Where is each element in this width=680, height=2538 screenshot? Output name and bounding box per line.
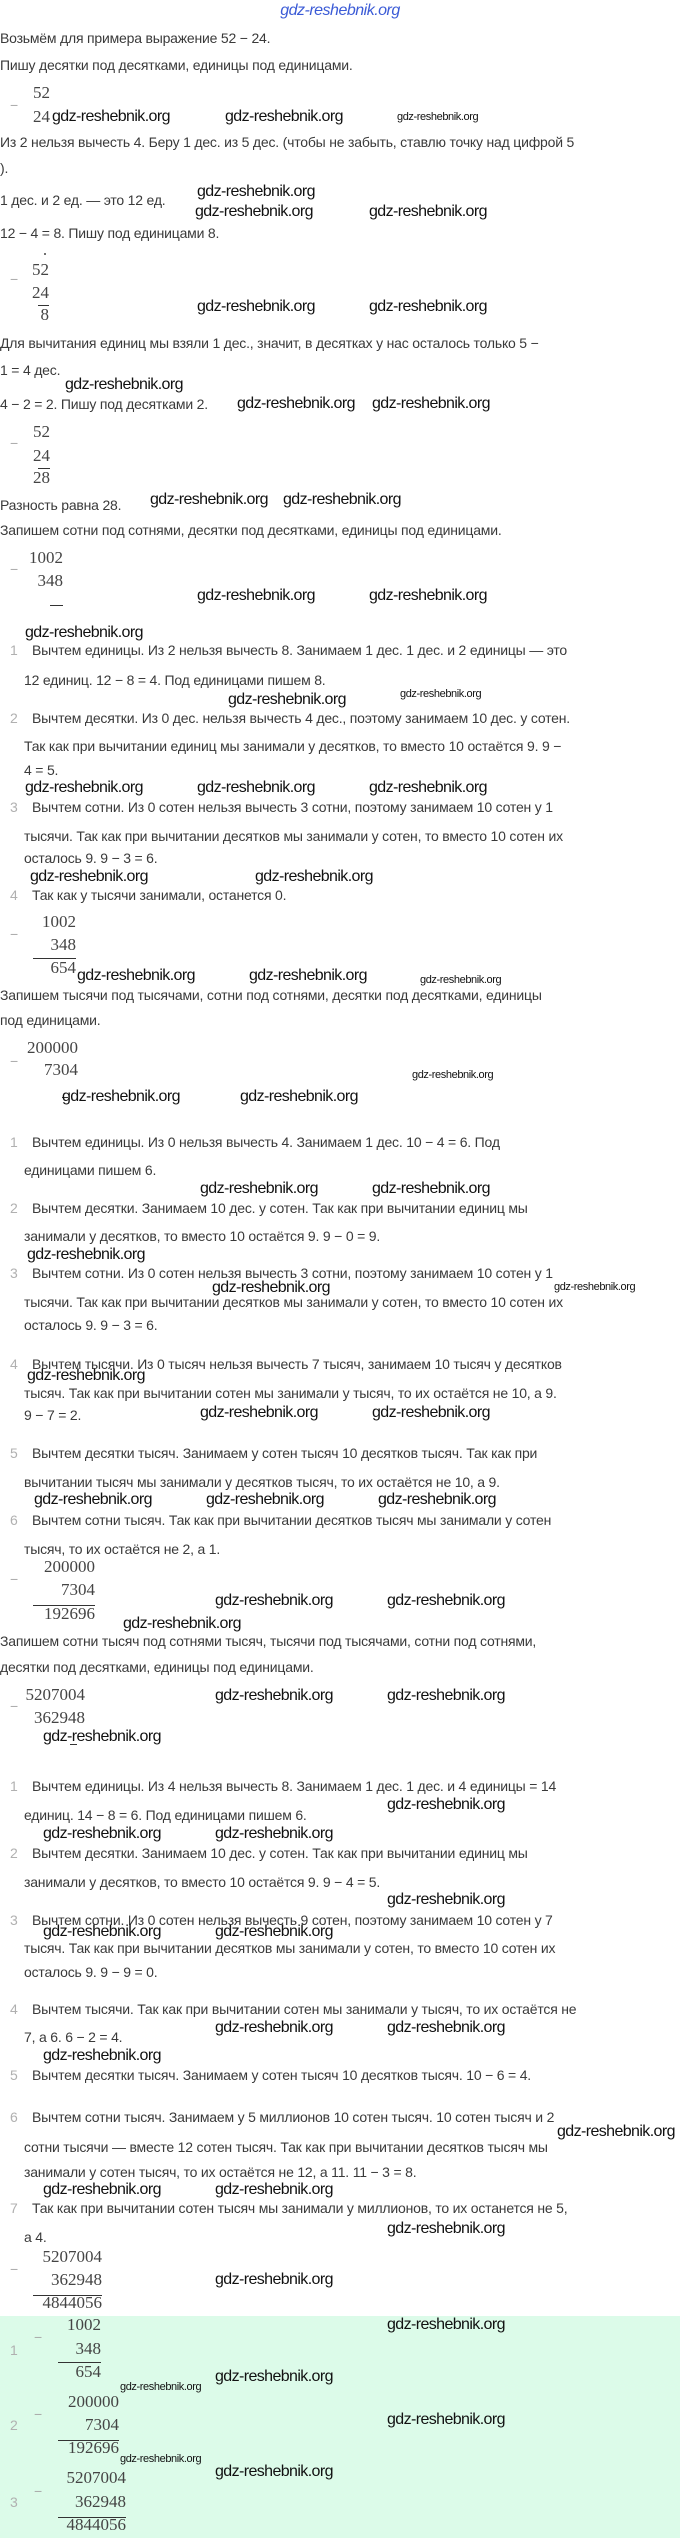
- text-line: тысяч. Так как при вычитании десятков мы занимали у сотен, то вместо 10 сотен их: [24, 1940, 556, 1956]
- site-header-link[interactable]: gdz-reshebnik.org: [280, 2, 400, 19]
- text-line: десятки под десятками, единицы под единицами.: [0, 1659, 314, 1675]
- text-line: Запишем сотни тысяч под сотнями тысяч, тысячи под тысячами, сотни под сотнями,: [0, 1633, 537, 1649]
- text-line: единиц. 14 − 8 = 6. Под единицами пишем 6.: [24, 1807, 307, 1823]
- text-line: Из 2 нельзя вычесть 4. Беру 1 дес. из 5 дес. (чтобы не забыть, ставлю точку над цифрой 5: [0, 134, 575, 150]
- column-row: 7304: [61, 1580, 95, 1599]
- text-line: 12 − 4 = 8. Пишу под единицами 8.: [0, 225, 220, 241]
- answer-row: 1002: [67, 2315, 101, 2334]
- step-number: 6: [10, 2109, 18, 2125]
- text-line: под единицами.: [0, 1012, 101, 1028]
- result-rule: [58, 2517, 126, 2518]
- minus-sign: −: [10, 926, 19, 942]
- watermark: gdz-reshebnik.org: [215, 1825, 333, 1842]
- step-text: Вычтем единицы. Из 2 нельзя вычесть 8. Занимаем 1 дес. 1 дес. и 2 единицы — это: [32, 642, 567, 658]
- watermark: gdz-reshebnik.org: [228, 691, 346, 708]
- step-text: Вычтем десятки тысяч. Занимаем у сотен тысяч 10 десятков тысяч. Так как при: [32, 1445, 538, 1461]
- minus-sign: −: [34, 2483, 43, 2499]
- column-row: 348: [50, 935, 76, 954]
- watermark: gdz-reshebnik.org: [123, 1615, 241, 1632]
- watermark: gdz-reshebnik.org: [197, 298, 315, 315]
- column-row: 200000: [27, 1038, 78, 1057]
- watermark: gdz-reshebnik.org: [420, 974, 502, 986]
- watermark: gdz-reshebnik.org: [372, 395, 490, 412]
- watermark: gdz-reshebnik.org: [195, 203, 313, 220]
- answer-row: 654: [75, 2362, 101, 2381]
- watermark: gdz-reshebnik.org: [120, 2453, 202, 2465]
- step-text: Вычтем сотни. Из 0 сотен нельзя вычесть 3 сотни, поэтому занимаем 10 сотен у 1: [32, 799, 553, 815]
- text-line: осталось 9. 9 − 3 = 6.: [24, 1317, 158, 1333]
- column-row: 52: [33, 422, 50, 441]
- minus-sign: −: [10, 271, 19, 287]
- step-number: 1: [10, 642, 18, 658]
- text-line: сотни тысячи — вместе 12 сотен тысяч. Так как при вычитании десятков тысяч мы: [24, 2139, 548, 2155]
- watermark: gdz-reshebnik.org: [387, 1796, 505, 1813]
- watermark: gdz-reshebnik.org: [369, 298, 487, 315]
- watermark: gdz-reshebnik.org: [34, 1491, 152, 1508]
- answer-number: 1: [10, 2342, 18, 2358]
- minus-sign: −: [10, 561, 19, 577]
- watermark: gdz-reshebnik.org: [212, 1279, 330, 1296]
- watermark: gdz-reshebnik.org: [369, 779, 487, 796]
- text-line: 9 − 7 = 2.: [24, 1407, 82, 1423]
- column-row: 8: [40, 305, 49, 324]
- minus-sign: −: [10, 1571, 19, 1587]
- step-text: Вычтем десятки. Занимаем 10 дес. у сотен. Так как при вычитании единиц мы: [32, 1200, 528, 1216]
- result-rule: [38, 305, 49, 306]
- result-rule: [33, 958, 76, 959]
- answer-row: 348: [75, 2339, 101, 2358]
- watermark: gdz-reshebnik.org: [215, 1687, 333, 1704]
- step-text: Вычтем десятки. Из 0 дес. нельзя вычесть 4 дес., поэтому занимаем 10 дес. у сотен.: [32, 710, 570, 726]
- text-line: Возьмём для примера выражение 52 − 24.: [0, 30, 271, 46]
- watermark: gdz-reshebnik.org: [255, 868, 373, 885]
- column-row: 5207004: [25, 1685, 85, 1704]
- watermark: gdz-reshebnik.org: [387, 2220, 505, 2237]
- answer-row: 5207004: [66, 2468, 126, 2487]
- watermark: gdz-reshebnik.org: [372, 1404, 490, 1421]
- watermark: gdz-reshebnik.org: [215, 1592, 333, 1609]
- result-rule: [50, 605, 63, 606]
- watermark: gdz-reshebnik.org: [387, 2411, 505, 2428]
- text-line: тысячи. Так как при вычитании десятков мы занимали у сотен, то вместо 10 сотен их: [24, 828, 563, 844]
- text-line: осталось 9. 9 − 9 = 0.: [24, 1964, 158, 1980]
- watermark: gdz-reshebnik.org: [150, 491, 268, 508]
- step-text: Вычтем десятки. Занимаем 10 дес. у сотен. Так как при вычитании единиц мы: [32, 1845, 528, 1861]
- text-line: занимали у сотен тысяч, то их остаётся не 12, а 11. 11 − 3 = 8.: [24, 2164, 417, 2180]
- text-line: 7, а 6. 6 − 2 = 4.: [24, 2029, 123, 2045]
- minus-sign: −: [34, 2406, 43, 2422]
- watermark: gdz-reshebnik.org: [369, 587, 487, 604]
- answer-row: 362948: [75, 2492, 126, 2511]
- text-line: 1 = 4 дес.: [0, 362, 61, 378]
- text-line: Запишем тысячи под тысячами, сотни под сотнями, десятки под десятками, единицы: [0, 987, 542, 1003]
- column-row: 52: [32, 260, 49, 279]
- watermark: gdz-reshebnik.org: [397, 111, 479, 123]
- watermark: gdz-reshebnik.org: [387, 2019, 505, 2036]
- column-row: 1002: [42, 912, 76, 931]
- watermark: gdz-reshebnik.org: [412, 1069, 494, 1081]
- minus-sign: −: [34, 2329, 43, 2345]
- text-line: осталось 9. 9 − 3 = 6.: [24, 850, 158, 866]
- step-text: Вычтем сотни тысяч. Так как при вычитании десятков тысяч мы занимали у сотен: [32, 1512, 552, 1528]
- watermark: gdz-reshebnik.org: [387, 1687, 505, 1704]
- column-row: 4844056: [42, 2293, 102, 2312]
- watermark: gdz-reshebnik.org: [197, 183, 315, 200]
- watermark: gdz-reshebnik.org: [237, 395, 355, 412]
- text-line: 4 − 2 = 2. Пишу под десятками 2.: [0, 396, 208, 412]
- step-number: 1: [10, 1778, 18, 1794]
- watermark: gdz-reshebnik.org: [378, 1491, 496, 1508]
- watermark: gdz-reshebnik.org: [215, 1923, 333, 1940]
- watermark: gdz-reshebnik.org: [25, 779, 143, 796]
- text-line: единицами пишем 6.: [24, 1162, 157, 1178]
- column-row: 5207004: [42, 2247, 102, 2266]
- watermark: gdz-reshebnik.org: [77, 967, 195, 984]
- text-line: Так как при вычитании единиц мы занимали у десятков, то вместо 10 остаётся 9. 9 −: [24, 738, 562, 754]
- watermark: gdz-reshebnik.org: [557, 2123, 675, 2140]
- step-number: 2: [10, 1845, 18, 1861]
- watermark: gdz-reshebnik.org: [240, 1088, 358, 1105]
- column-row: 1002: [29, 548, 63, 567]
- step-number: 4: [10, 1356, 18, 1372]
- minus-sign: −: [10, 97, 19, 113]
- column-row: 24: [33, 446, 50, 465]
- text-line: занимали у десятков, то вместо 10 остаётся 9. 9 − 0 = 9.: [24, 1228, 381, 1244]
- text-line: Запишем сотни под сотнями, десятки под десятками, единицы под единицами.: [0, 522, 502, 538]
- step-text: Так как при вычитании сотен тысяч мы занимали у миллионов, то их останется не 5,: [32, 2200, 568, 2216]
- text-line: вычитании тысяч мы занимали у десятков тысяч, то их остаётся не 10, а 9.: [24, 1474, 500, 1490]
- step-text: Вычтем единицы. Из 4 нельзя вычесть 8. Занимаем 1 дес. 1 дес. и 4 единицы = 14: [32, 1778, 557, 1794]
- column-row: 654: [50, 958, 76, 977]
- step-number: 2: [10, 710, 18, 726]
- step-number: 4: [10, 2001, 18, 2017]
- watermark: gdz-reshebnik.org: [43, 1923, 161, 1940]
- column-row: 24: [33, 107, 50, 126]
- watermark: gdz-reshebnik.org: [120, 2381, 202, 2393]
- watermark: gdz-reshebnik.org: [27, 1246, 145, 1263]
- watermark: gdz-reshebnik.org: [387, 1592, 505, 1609]
- column-row: 24: [32, 283, 49, 302]
- column-row: 192696: [44, 1604, 95, 1623]
- watermark: gdz-reshebnik.org: [197, 587, 315, 604]
- step-number: 1: [10, 1134, 18, 1150]
- step-number: 2: [10, 1200, 18, 1216]
- step-text: Вычтем десятки тысяч. Занимаем у сотен тысяч 10 десятков тысяч. 10 − 6 = 4.: [32, 2067, 531, 2083]
- text-line: занимали у десятков, то вместо 10 остаётся 9. 9 − 4 = 5.: [24, 1874, 381, 1890]
- answer-number: 3: [10, 2494, 18, 2510]
- text-line: 4 = 5.: [24, 762, 59, 778]
- text-line: ).: [0, 160, 9, 176]
- watermark: gdz-reshebnik.org: [197, 779, 315, 796]
- minus-sign: −: [10, 435, 19, 451]
- borrow-dot: [44, 253, 46, 255]
- watermark: gdz-reshebnik.org: [283, 491, 401, 508]
- watermark: gdz-reshebnik.org: [27, 1367, 145, 1384]
- watermark: gdz-reshebnik.org: [215, 2463, 333, 2480]
- column-row: 52: [33, 83, 50, 102]
- step-text: Вычтем тысячи. Так как при вычитании сотен мы занимали у тысяч, то их остаётся не: [32, 2001, 577, 2017]
- answer-number: 2: [10, 2417, 18, 2433]
- watermark: gdz-reshebnik.org: [387, 2316, 505, 2333]
- step-text: Вычтем единицы. Из 0 нельзя вычесть 4. Занимаем 1 дес. 10 − 4 = 6. Под: [32, 1134, 500, 1150]
- watermark: gdz-reshebnik.org: [62, 1088, 180, 1105]
- column-row: 348: [37, 571, 63, 590]
- column-row: 200000: [44, 1557, 95, 1576]
- watermark: gdz-reshebnik.org: [200, 1404, 318, 1421]
- minus-sign: −: [10, 1053, 19, 1069]
- text-line: 1 дес. и 2 ед. — это 12 ед.: [0, 192, 166, 208]
- column-row: 362948: [34, 1708, 85, 1727]
- watermark: gdz-reshebnik.org: [387, 1891, 505, 1908]
- answer-row: 200000: [68, 2392, 119, 2411]
- text-line: Для вычитания единиц мы взяли 1 дес., значит, в десятках у нас осталось только 5 −: [0, 335, 539, 351]
- column-row: 7304: [44, 1060, 78, 1079]
- answer-row: 4844056: [66, 2515, 126, 2534]
- step-text: Вычтем сотни. Из 0 сотен нельзя вычесть 9 сотен, поэтому занимаем 10 сотен у 7: [32, 1912, 553, 1928]
- step-number: 3: [10, 1265, 18, 1281]
- answer-row: 192696: [68, 2438, 119, 2457]
- result-rule: [33, 1605, 95, 1606]
- watermark: gdz-reshebnik.org: [215, 2019, 333, 2036]
- step-number: 3: [10, 799, 18, 815]
- text-line: Разность равна 28.: [0, 497, 122, 513]
- text-line: тысяч, то их остаётся не 2, а 1.: [24, 1541, 221, 1557]
- step-number: 4: [10, 887, 18, 903]
- watermark: gdz-reshebnik.org: [249, 967, 367, 984]
- step-number: 5: [10, 2067, 18, 2083]
- watermark: gdz-reshebnik.org: [43, 2047, 161, 2064]
- watermark: gdz-reshebnik.org: [43, 2181, 161, 2198]
- minus-sign: −: [10, 2261, 19, 2277]
- column-row: 28: [33, 468, 50, 487]
- step-number: 6: [10, 1512, 18, 1528]
- result-rule: [58, 2440, 119, 2441]
- watermark: gdz-reshebnik.org: [43, 1825, 161, 1842]
- watermark: gdz-reshebnik.org: [225, 108, 343, 125]
- result-rule: [58, 2362, 101, 2363]
- watermark: gdz-reshebnik.org: [215, 2271, 333, 2288]
- text-line: а 4.: [24, 2229, 47, 2245]
- step-number: 3: [10, 1912, 18, 1928]
- step-text: Вычтем сотни. Из 0 сотен нельзя вычесть 3 сотни, поэтому занимаем 10 сотен у 1: [32, 1265, 553, 1281]
- watermark: gdz-reshebnik.org: [206, 1491, 324, 1508]
- step-number: 7: [10, 2200, 18, 2216]
- text-line: Пишу десятки под десятками, единицы под единицами.: [0, 57, 353, 73]
- answer-row: 7304: [85, 2415, 119, 2434]
- step-text: Вычтем сотни тысяч. Занимаем у 5 миллионов 10 сотен тысяч. 10 сотен тысяч и 2: [32, 2109, 555, 2125]
- watermark: gdz-reshebnik.org: [215, 2181, 333, 2198]
- text-line: 12 единиц. 12 − 8 = 4. Под единицами пишем 8.: [24, 672, 326, 688]
- watermark: gdz-reshebnik.org: [400, 688, 482, 700]
- step-text: Вычтем тысячи. Из 0 тысяч нельзя вычесть 7 тысяч, занимаем 10 тысяч у десятков: [32, 1356, 562, 1372]
- result-rule: [38, 468, 50, 469]
- column-row: 362948: [51, 2270, 102, 2289]
- text-line: тысяч. Так как при вычитании сотен мы занимали у тысяч, то их остаётся не 10, а 9.: [24, 1385, 557, 1401]
- watermark: gdz-reshebnik.org: [554, 1281, 636, 1293]
- watermark: gdz-reshebnik.org: [215, 2368, 333, 2385]
- watermark: gdz-reshebnik.org: [372, 1180, 490, 1197]
- text-line: тысячи. Так как при вычитании десятков мы занимали у сотен, то вместо 10 сотен их: [24, 1294, 563, 1310]
- step-number: 5: [10, 1445, 18, 1461]
- step-text: Так как у тысячи занимали, останется 0.: [32, 887, 287, 903]
- watermark: gdz-reshebnik.org: [30, 868, 148, 885]
- watermark: gdz-reshebnik.org: [65, 376, 183, 393]
- watermark: gdz-reshebnik.org: [369, 203, 487, 220]
- watermark: gdz-reshebnik.org: [52, 108, 170, 125]
- minus-sign: −: [10, 1698, 19, 1714]
- watermark: gdz-reshebnik.org: [43, 1728, 161, 1745]
- watermark: gdz-reshebnik.org: [200, 1180, 318, 1197]
- result-rule: [33, 2295, 102, 2296]
- watermark: gdz-reshebnik.org: [25, 624, 143, 641]
